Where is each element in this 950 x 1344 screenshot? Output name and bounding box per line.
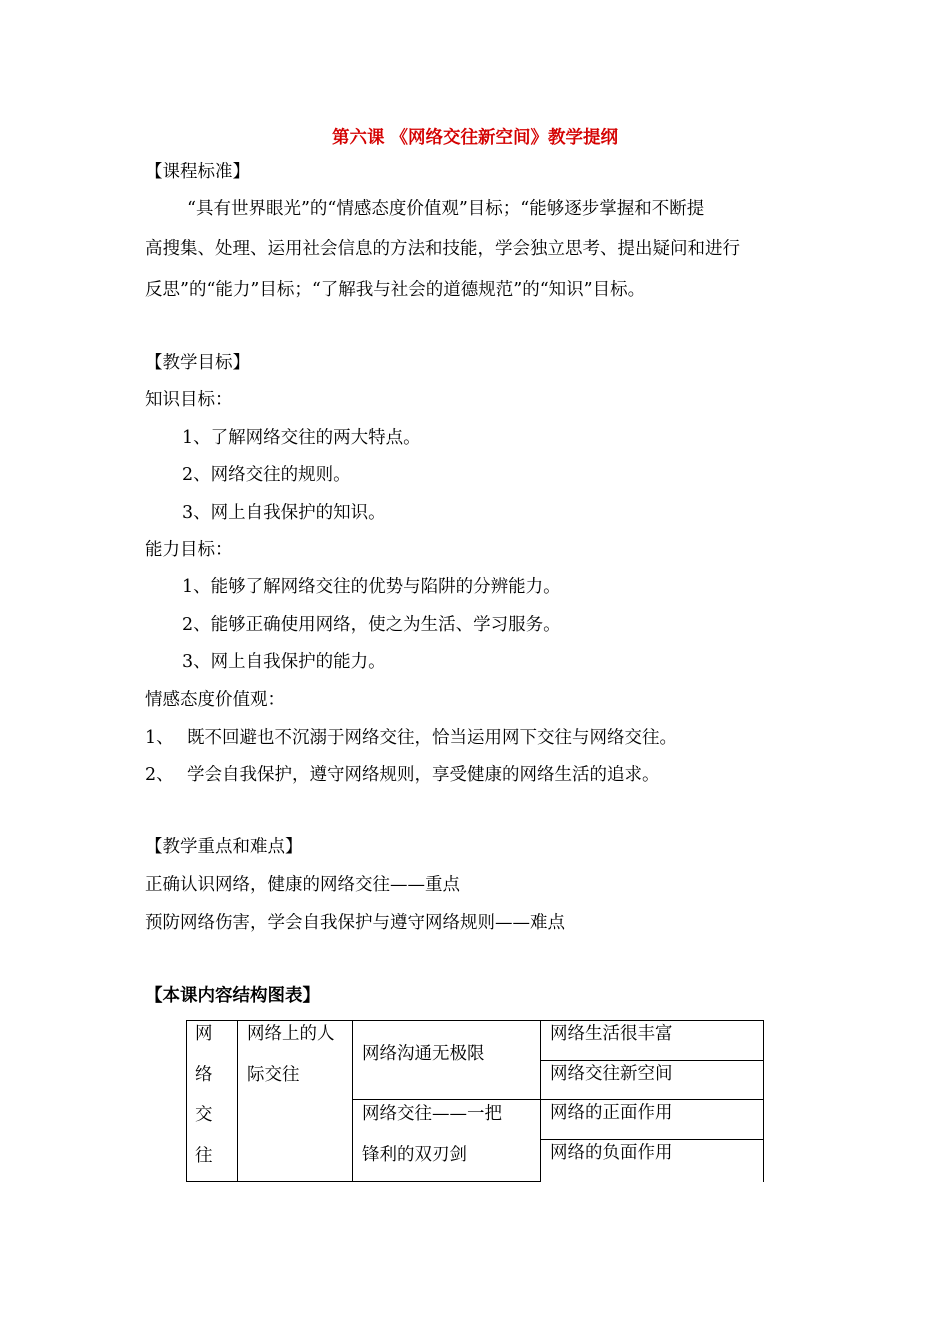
table-border-right bbox=[763, 1020, 764, 1182]
table-rule bbox=[540, 1060, 764, 1061]
standard-line: “具有世界眼光”的“情感态度价值观”目标；“能够逐步掌握和不断提 bbox=[187, 199, 705, 219]
standard-line: 反思”的“能力”目标；“了解我与社会的道德规范”的“知识”目标。 bbox=[145, 280, 646, 300]
standard-line: 高搜集、处理、运用社会信息的方法和技能，学会独立思考、提出疑问和进行 bbox=[145, 239, 740, 259]
ability-item: 1、能够了解网络交往的优势与陷阱的分辨能力。 bbox=[182, 577, 561, 597]
table-cell: 网络沟通无极限 bbox=[362, 1044, 485, 1064]
goals-heading: 【教学目标】 bbox=[145, 353, 250, 373]
focus-heading: 【教学重点和难点】 bbox=[145, 837, 303, 857]
attitude-label: 情感态度价值观： bbox=[145, 690, 285, 710]
table-cell: 网络生活很丰富 bbox=[550, 1024, 673, 1044]
table-border-top bbox=[186, 1020, 764, 1021]
table-rule bbox=[540, 1020, 541, 1182]
table-cell: 网络的负面作用 bbox=[550, 1143, 673, 1163]
focus-line: 正确认识网络，健康的网络交往——重点 bbox=[145, 875, 460, 895]
attitude-item-text: 既不回避也不沉溺于网络交往，恰当运用网下交往与网络交往。 bbox=[187, 728, 677, 748]
table-border-bottom bbox=[186, 1181, 540, 1182]
table-rule bbox=[540, 1139, 764, 1140]
attitude-item-text: 学会自我保护，遵守网络规则，享受健康的网络生活的追求。 bbox=[187, 765, 660, 785]
knowledge-label: 知识目标： bbox=[145, 390, 233, 410]
table-cell: 网络上的人 bbox=[247, 1024, 335, 1044]
ability-item: 2、能够正确使用网络，使之为生活、学习服务。 bbox=[182, 615, 561, 635]
knowledge-item: 3、网上自我保护的知识。 bbox=[182, 503, 386, 523]
table-cell: 网络的正面作用 bbox=[550, 1103, 673, 1123]
attitude-item-num: 1、 bbox=[145, 728, 174, 748]
table-cell: 交 bbox=[195, 1105, 213, 1125]
table-cell: 络 bbox=[195, 1065, 213, 1085]
page-title: 第六课 《网络交往新空间》教学提纲 bbox=[331, 128, 619, 148]
ability-label: 能力目标： bbox=[145, 540, 233, 560]
knowledge-item: 1、了解网络交往的两大特点。 bbox=[182, 428, 421, 448]
ability-item: 3、网上自我保护的能力。 bbox=[182, 652, 386, 672]
knowledge-item: 2、网络交往的规则。 bbox=[182, 465, 351, 485]
table-cell: 锋利的双刃剑 bbox=[362, 1145, 467, 1165]
table-cell: 往 bbox=[195, 1146, 213, 1166]
table-cell: 网 bbox=[195, 1024, 213, 1044]
table-cell: 际交往 bbox=[247, 1065, 300, 1085]
table-rule bbox=[352, 1020, 353, 1182]
table-border-left bbox=[186, 1020, 187, 1182]
standard-heading: 【课程标准】 bbox=[145, 162, 250, 182]
structure-heading: 【本课内容结构图表】 bbox=[145, 986, 320, 1006]
attitude-item-num: 2、 bbox=[145, 765, 174, 785]
table-cell: 网络交往——一把 bbox=[362, 1104, 502, 1124]
table-rule bbox=[352, 1099, 764, 1100]
table-cell: 网络交往新空间 bbox=[550, 1064, 673, 1084]
table-rule bbox=[237, 1020, 238, 1182]
focus-line: 预防网络伤害，学会自我保护与遵守网络规则——难点 bbox=[145, 913, 565, 933]
